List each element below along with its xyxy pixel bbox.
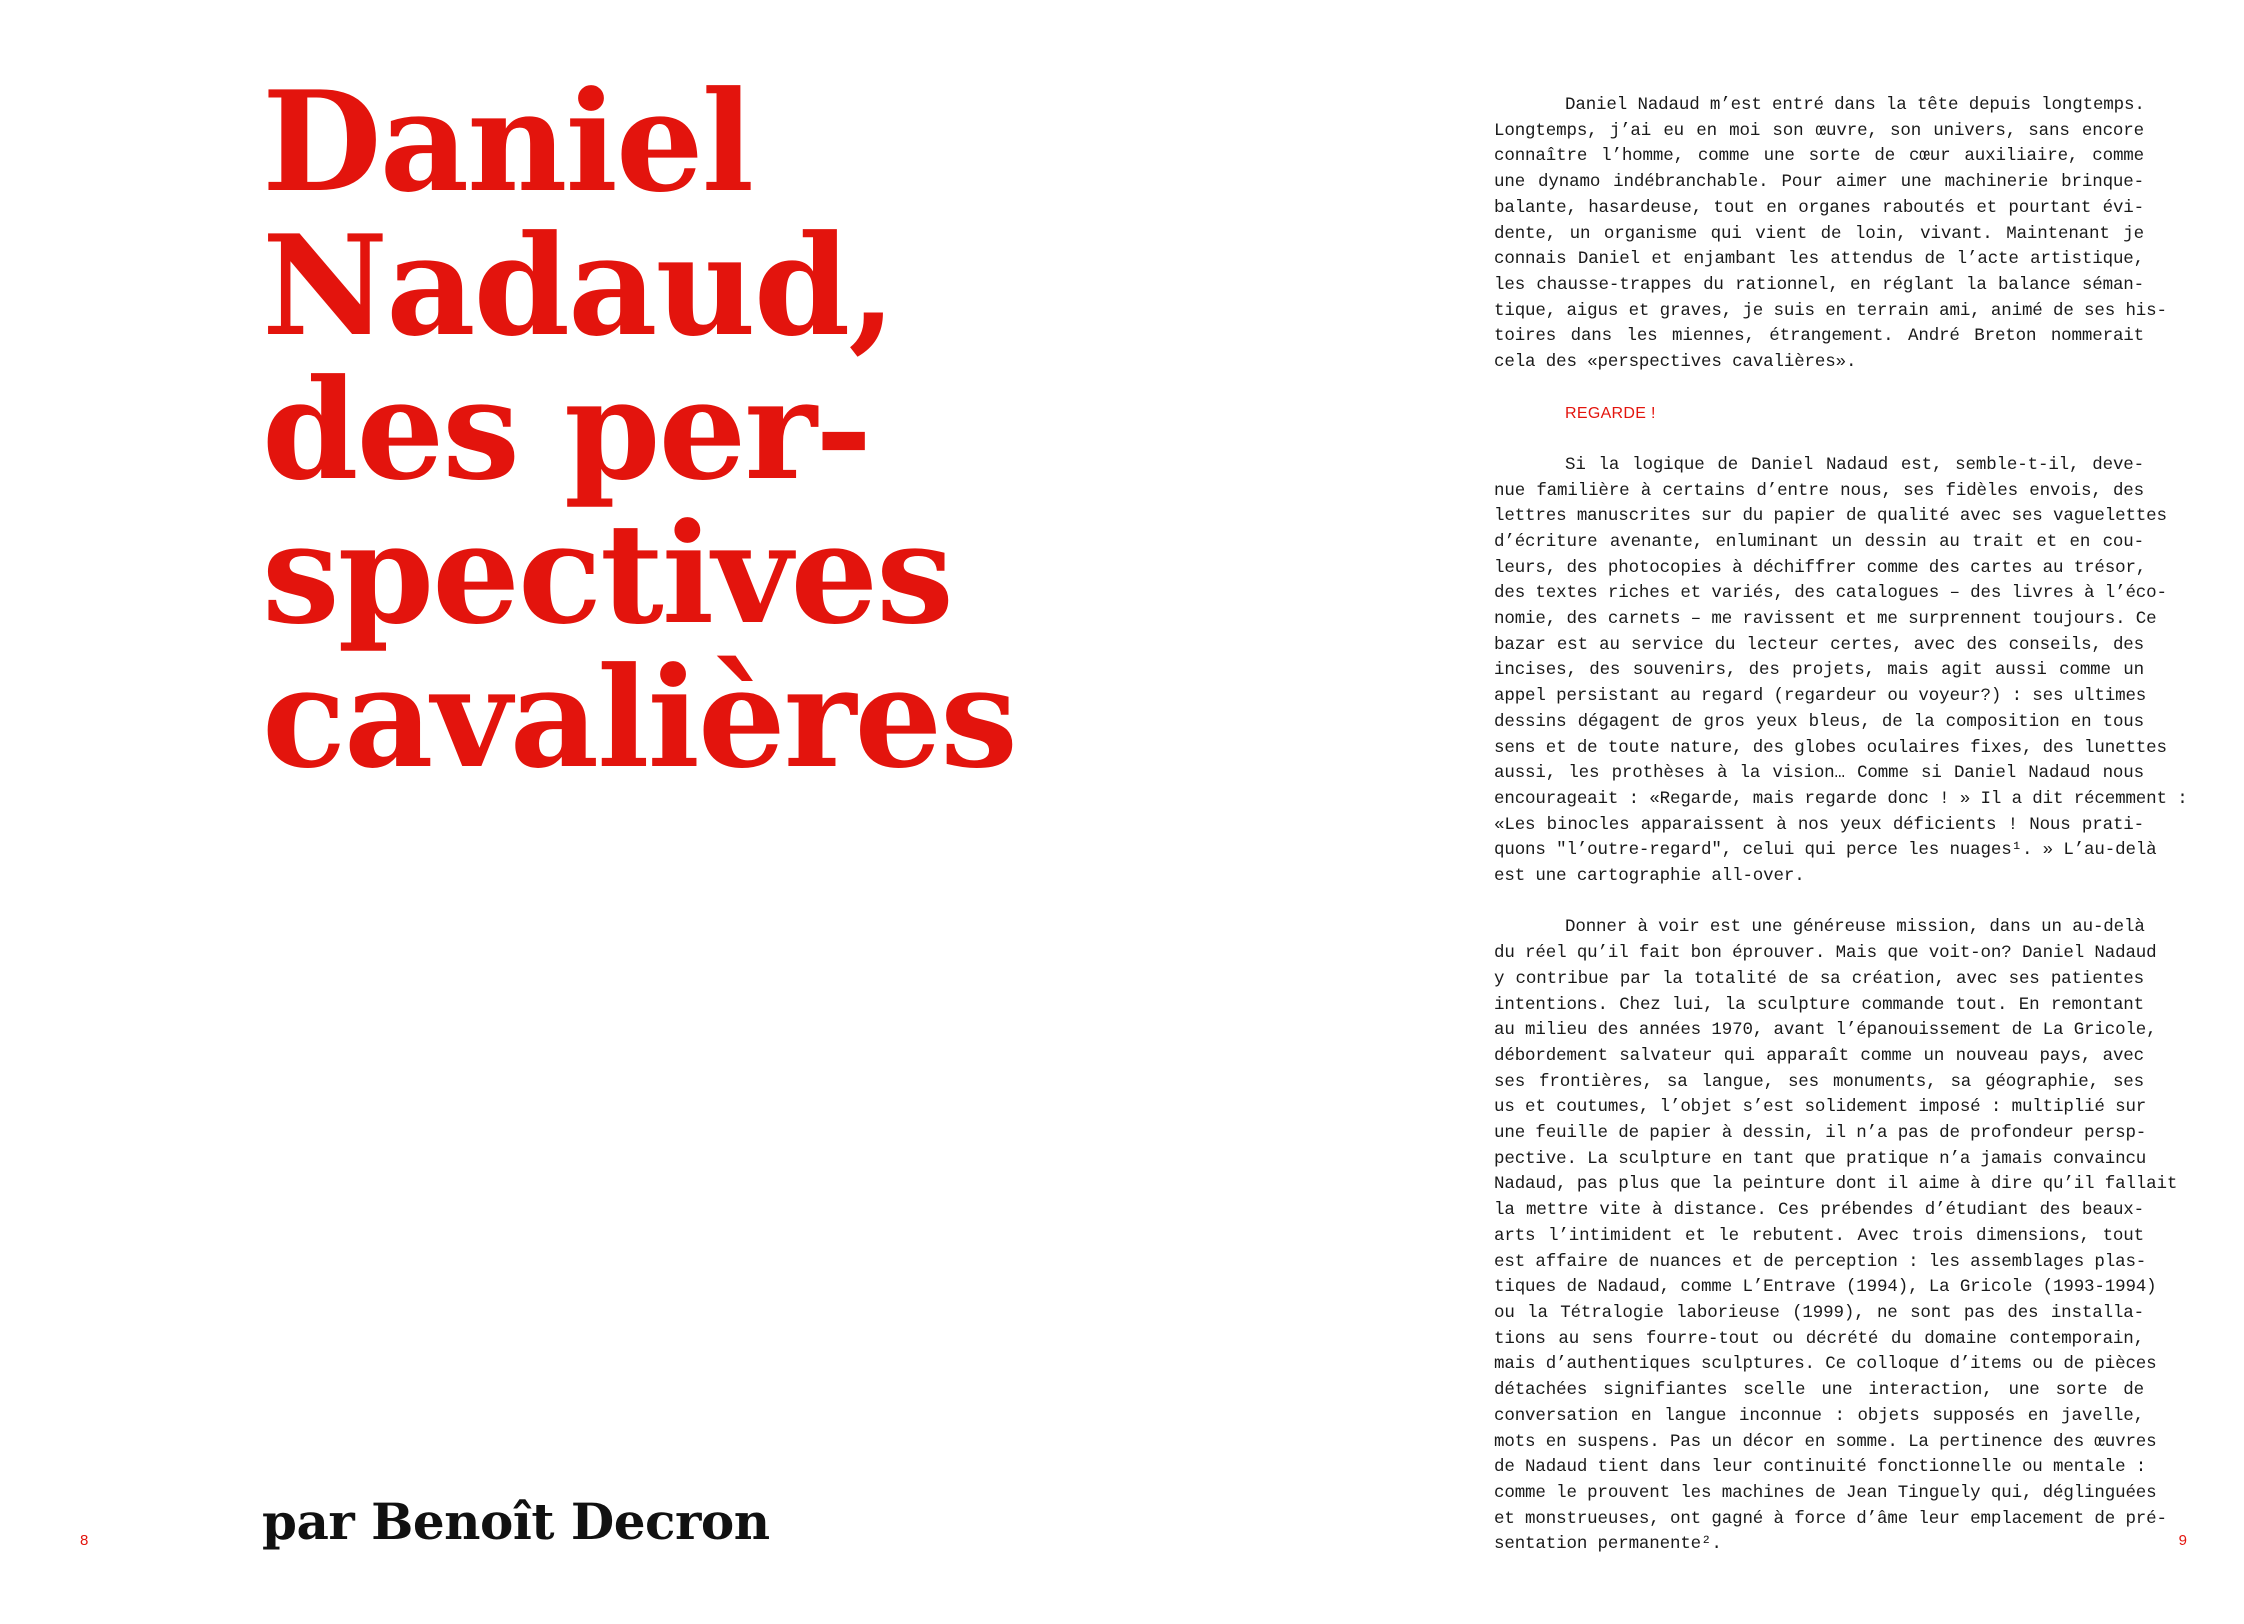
paragraph xyxy=(1494,93,2167,376)
text-line: au milieu des années 1970, avant l’épanouissement de La Gricole, xyxy=(1494,1020,2157,1041)
text-line: est une cartographie all-over. xyxy=(1494,866,1805,887)
text-line: est affaire de nuances et de perception : les assemblages plas- xyxy=(1494,1251,2147,1272)
text-line: intentions. Chez lui, la sculpture commande tout. En remontant xyxy=(1494,994,2144,1015)
text-line: Nadaud, pas plus que la peinture dont il aime à dire qu’il fallait xyxy=(1494,1174,2178,1195)
text-line: Longtemps, j’ai eu en moi son œuvre, son univers, sans encore xyxy=(1494,120,2144,141)
title-line: Nadaud, xyxy=(262,204,895,367)
text-line: cela des «perspectives cavalières». xyxy=(1494,352,1857,373)
text-line: la mettre vite à distance. Ces prébendes d’étudiant des beaux- xyxy=(1494,1200,2144,1221)
text-line: du réel qu’il fait bon éprouver. Mais que voit-on? Daniel Nadaud xyxy=(1494,943,2157,964)
text-line: «Les binocles apparaissent à nos yeux déficients ! Nous prati- xyxy=(1494,814,2144,835)
text-line: lettres manuscrites sur du papier de qualité avec ses vaguelettes xyxy=(1494,506,2167,527)
text-line: balante, hasardeuse, tout en organes raboutés et pourtant évi- xyxy=(1494,197,2144,218)
page-number-right: 9 xyxy=(2178,1532,2187,1549)
text-line: mais d’authentiques sculptures. Ce colloque d’items ou de pièces xyxy=(1494,1354,2157,1375)
text-line: Daniel Nadaud m’est entré dans la tête depuis longtemps. xyxy=(1565,95,2145,115)
text-line: des textes riches et variés, des catalogues – des livres à l’éco- xyxy=(1494,583,2167,604)
text-line: bazar est au service du lecteur certes, avec des conseils, des xyxy=(1494,634,2144,655)
text-line: leurs, des photocopies à déchiffrer comme des cartes au trésor, xyxy=(1494,557,2147,578)
text-line: connais Daniel et enjambant les attendus de l’acte artistique, xyxy=(1494,249,2144,270)
text-line: d’écriture avenante, enluminant un dessin au trait et en cou- xyxy=(1494,531,2144,552)
title-line: spectives xyxy=(262,492,952,655)
article-title xyxy=(262,60,1022,799)
text-line: une feuille de papier à dessin, il n’a pas de profondeur persp- xyxy=(1494,1123,2147,1144)
section-heading: REGARDE ! xyxy=(1565,405,1656,423)
article-body xyxy=(1494,93,2188,1584)
right-page xyxy=(1122,0,2244,1624)
text-line: toires dans les miennes, étrangement. André Breton nommerait xyxy=(1494,326,2144,347)
text-line: débordement salvateur qui apparaît comme un nouveau pays, avec xyxy=(1494,1045,2144,1066)
text-line: sentation permanente². xyxy=(1494,1534,1722,1555)
text-line: pective. La sculpture en tant que pratique n’a jamais convaincu xyxy=(1494,1148,2147,1169)
title-line: Daniel xyxy=(262,60,753,223)
text-line: détachées signifiantes scelle une interaction, une sorte de xyxy=(1494,1380,2144,1401)
text-line: nue familière à certains d’entre nous, ses fidèles envois, des xyxy=(1494,480,2144,501)
text-line: ou la Tétralogie laborieuse (1999), ne sont pas des installa- xyxy=(1494,1303,2144,1323)
text-line: une dynamo indébranchable. Pour aimer une machinerie brinque- xyxy=(1494,172,2144,193)
text-line: tiques de Nadaud, comme L’Entrave (1994), La Gricole (1993-1994) xyxy=(1494,1277,2157,1298)
text-line: et monstrueuses, ont gagné à force d’âme leur emplacement de pré- xyxy=(1494,1508,2167,1529)
text-line: Donner à voir est une généreuse mission, dans un au-delà xyxy=(1565,917,2145,938)
text-line: incises, des souvenirs, des projets, mais agit aussi comme un xyxy=(1494,660,2144,681)
text-line: appel persistant au regard (regardeur ou voyeur?) : ses ultimes xyxy=(1494,686,2147,707)
text-line: arts l’intimident et le rebutent. Avec trois dimensions, tout xyxy=(1494,1225,2144,1246)
page-number-left: 8 xyxy=(80,1532,89,1549)
text-line: de Nadaud tient dans leur continuité fonctionnelle ou mentale : xyxy=(1494,1457,2147,1478)
text-line: sens et de toute nature, des globes oculaires fixes, des lunettes xyxy=(1494,737,2167,758)
text-line: dessins dégagent de gros yeux bleus, de la composition en tous xyxy=(1494,711,2144,732)
text-line: les chausse-trappes du rationnel, en réglant la balance séman- xyxy=(1494,274,2144,295)
text-line: nomie, des carnets – me ravissent et me surprennent toujours. Ce xyxy=(1494,609,2157,630)
text-line: mots en suspens. Pas un décor en somme. La pertinence des œuvres xyxy=(1494,1431,2157,1452)
text-line: tions au sens fourre-tout ou décrété du domaine contemporain, xyxy=(1494,1328,2144,1349)
text-line: quons "l’outre-regard", celui qui perce les nuages¹. » L’au-delà xyxy=(1494,840,2157,861)
paragraph xyxy=(1494,453,2188,890)
text-line: us et coutumes, l’objet s’est solidement imposé : multiplié sur xyxy=(1494,1097,2147,1118)
text-line: aussi, les prothèses à la vision… Comme si Daniel Nadaud nous xyxy=(1494,763,2144,784)
text-line: encourageait : «Regarde, mais regarde donc ! » Il a dit récemment : xyxy=(1494,788,2188,809)
author-byline: par Benoît Decron xyxy=(262,1492,770,1551)
text-line: comme le prouvent les machines de Jean Tinguely qui, déglinguées xyxy=(1494,1482,2157,1503)
paragraph xyxy=(1494,915,2178,1558)
text-line: tique, aigus et graves, je suis en terrain ami, animé de ses his- xyxy=(1494,300,2167,321)
title-line: cavalières xyxy=(262,636,1016,799)
text-line: ses frontières, sa langue, ses monuments, sa géographie, ses xyxy=(1494,1071,2144,1092)
text-line: dente, un organisme qui vient de loin, vivant. Maintenant je xyxy=(1494,223,2144,244)
text-line: Si la logique de Daniel Nadaud est, semble-t-il, deve- xyxy=(1565,454,2144,475)
text-line: connaître l’homme, comme une sorte de cœur auxiliaire, comme xyxy=(1494,146,2144,167)
text-line: conversation en langue inconnue : objets supposés en javelle, xyxy=(1494,1405,2144,1426)
title-line: des per- xyxy=(262,348,871,511)
text-line: y contribue par la totalité de sa création, avec ses patientes xyxy=(1494,968,2144,989)
